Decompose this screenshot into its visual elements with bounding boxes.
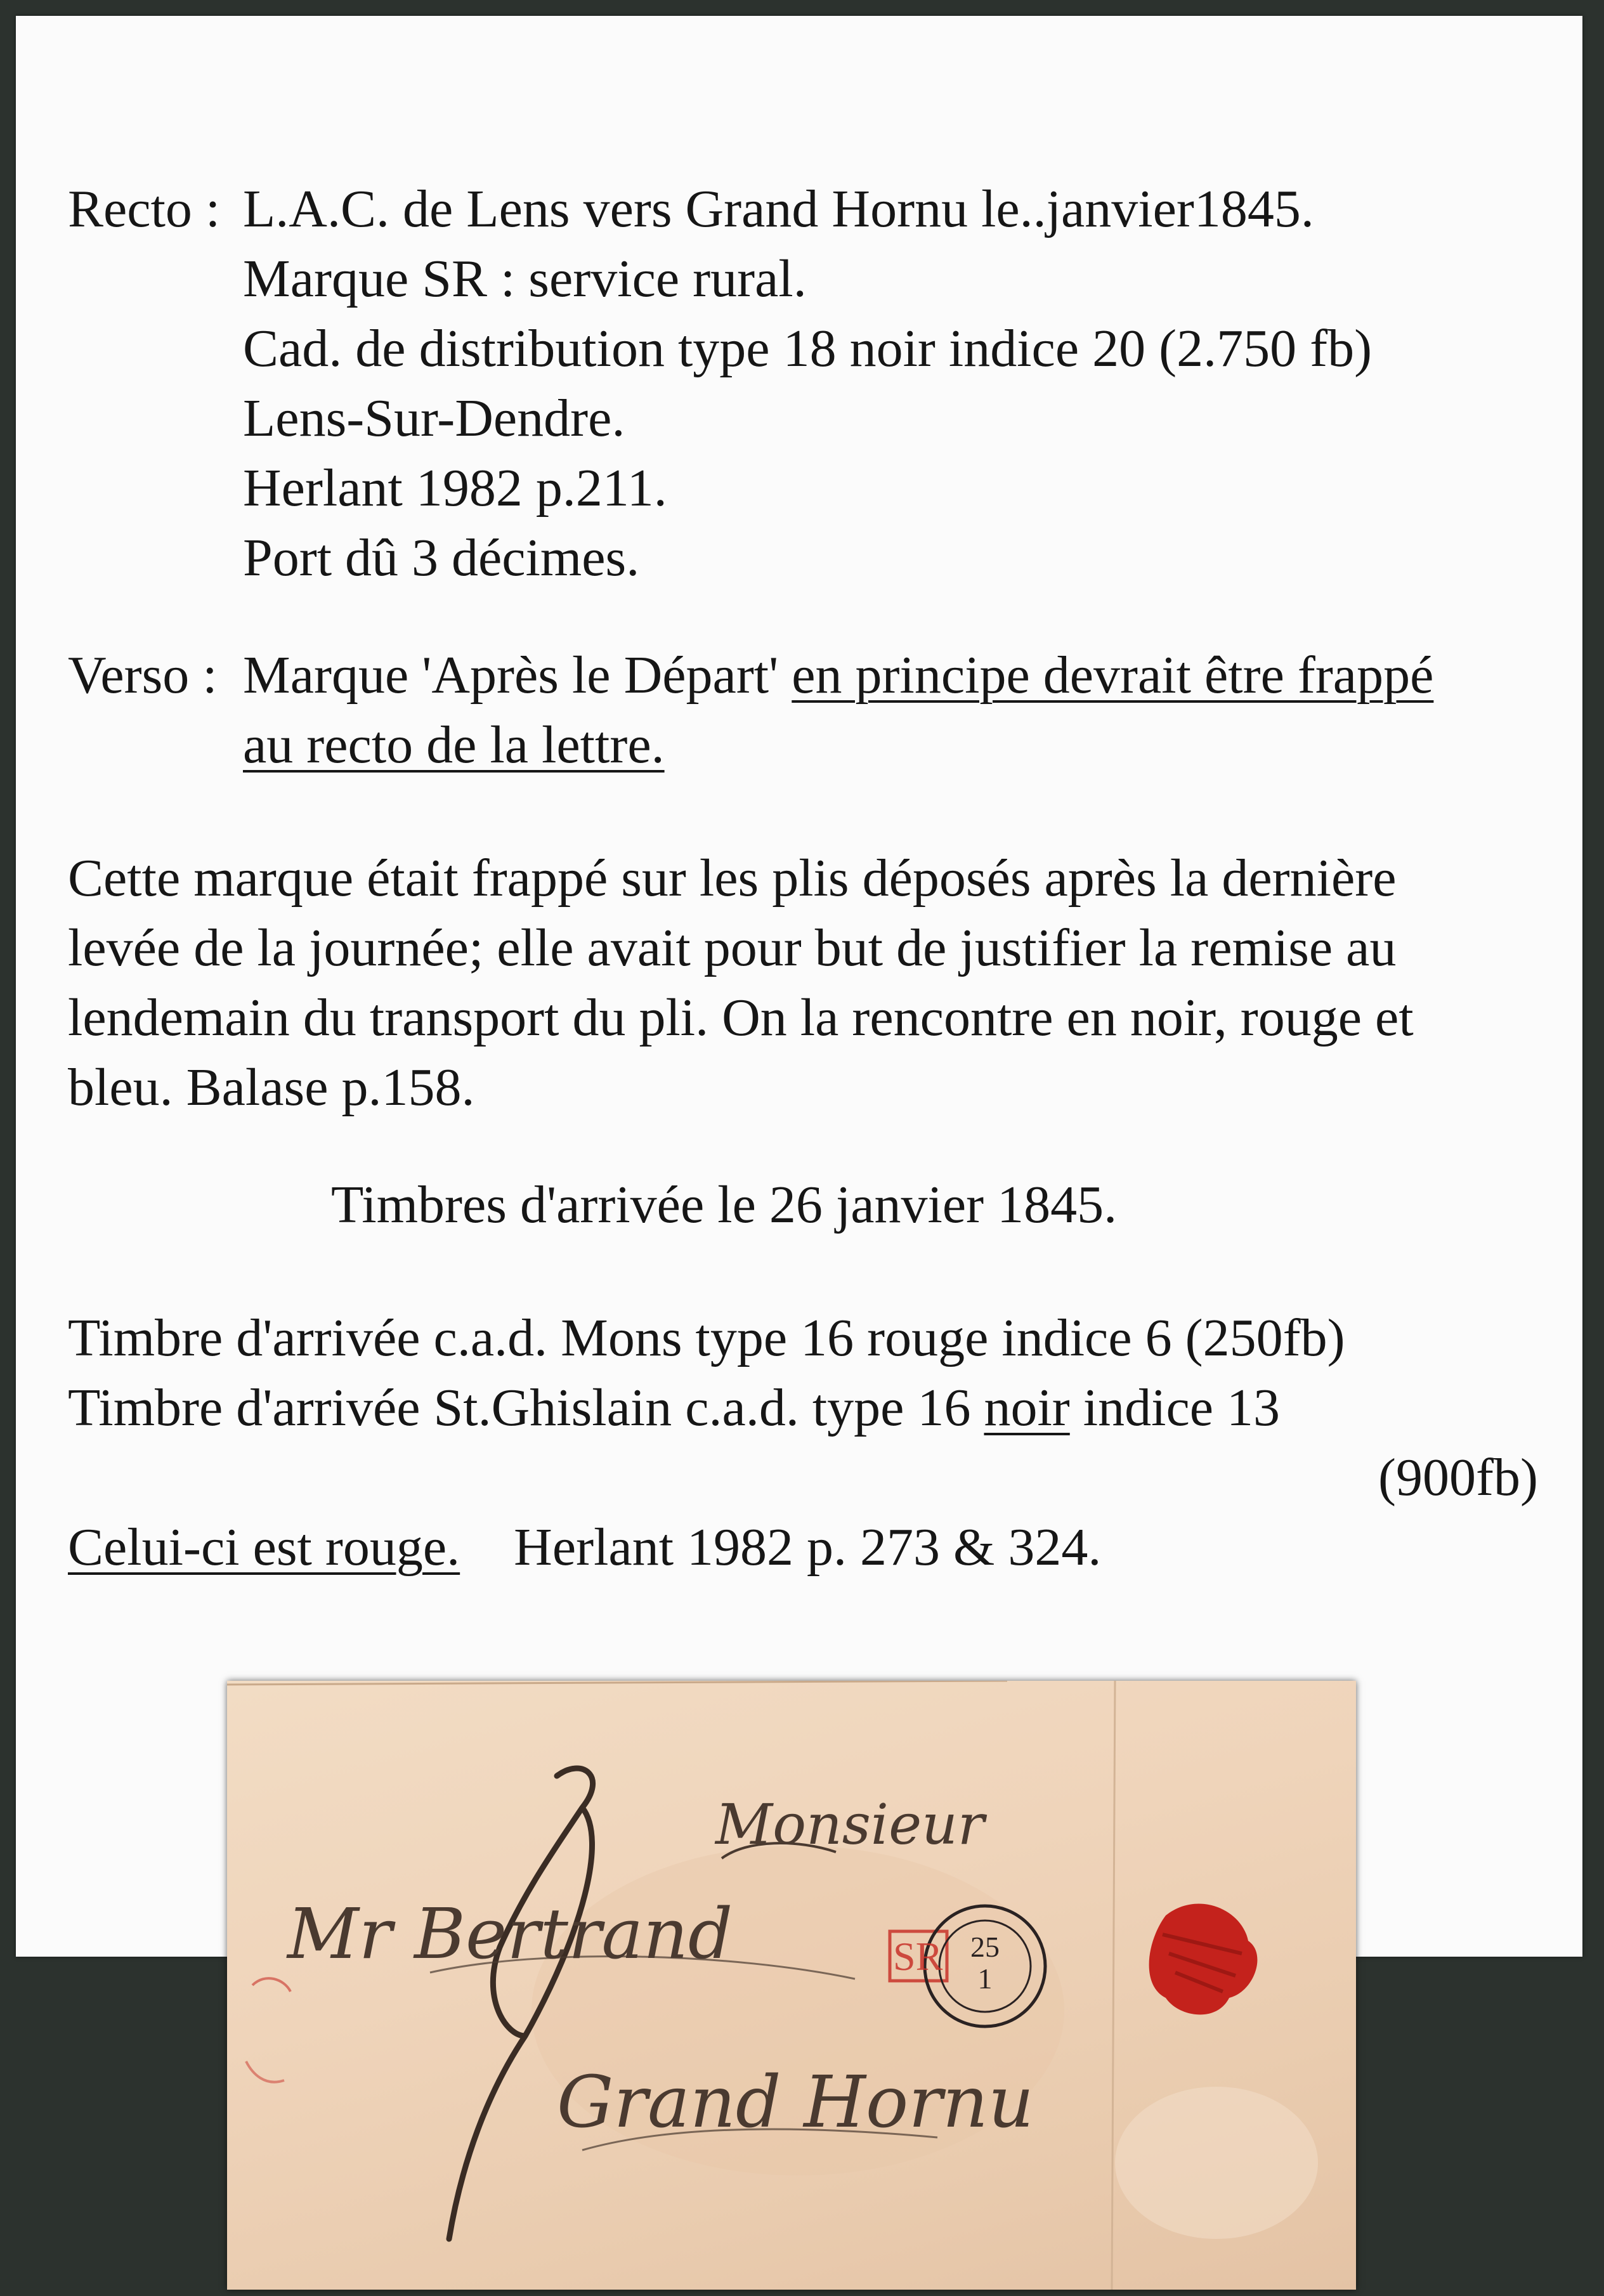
recto-lines <box>243 174 1372 593</box>
description-card <box>16 16 1582 1957</box>
footer-reference: Herlant 1982 p. 273 & 324. <box>514 1518 1102 1577</box>
cancel-day: 25 <box>970 1931 1000 1963</box>
letter-recipient: Mr Bertrand <box>287 1893 733 1974</box>
verso-underlined-text: en principe devrait être frappé <box>792 646 1434 705</box>
arrival-line-1: Timbre d'arrivée c.a.d. Mons type 16 rouge indice 6 (250fb) <box>68 1308 1345 1367</box>
arrival-line-2-end: indice 13 <box>1083 1378 1281 1437</box>
paragraph-line: lendemain du transport du pli. On la rencontre en noir, rouge et <box>68 988 1414 1047</box>
arrival-line-2-start: Timbre d'arrivée St.Ghislain c.a.d. type 16 <box>68 1378 971 1437</box>
letter-drawing <box>227 1681 1356 2290</box>
footer-line <box>68 1513 1101 1582</box>
letter-photo <box>227 1681 1356 2290</box>
paragraph-line: Cette marque était frappé sur les plis déposés après la dernière <box>68 849 1397 908</box>
arrival-heading: Timbres d'arrivée le 26 janvier 1845. <box>331 1175 1118 1234</box>
faint-red-mark <box>252 1978 290 1992</box>
verso-label: Verso : <box>68 646 218 705</box>
letter-destination: Grand Hornu <box>557 2061 1034 2144</box>
verso-line-2: au recto de la lettre. <box>243 715 665 774</box>
recto-line: Lens-Sur-Dendre. <box>243 389 625 448</box>
paper-stain <box>1115 2087 1318 2239</box>
recto-line: Marque SR : service rural. <box>243 249 807 308</box>
arrival-line-2 <box>68 1373 1280 1443</box>
paragraph-line: bleu. Balase p.158. <box>68 1058 475 1117</box>
verso-mark: Marque 'Après le Départ' <box>243 646 779 705</box>
wax-blob <box>1149 1903 1258 2014</box>
recto-line: Cad. de distribution type 18 noir indice 20 (2.750 fb) <box>243 319 1373 378</box>
recto-line: Herlant 1982 p.211. <box>243 459 667 518</box>
arrival-line-3: (900fb) <box>1378 1448 1538 1507</box>
faint-red-mark <box>246 2061 284 2082</box>
wax-seal <box>1149 1903 1258 2014</box>
verso-line-1 <box>243 641 1433 710</box>
recto-line: L.A.C. de Lens vers Grand Hornu le..janvier1845. <box>243 179 1314 238</box>
recto-label: Recto : <box>68 179 221 238</box>
paragraph-line: levée de la journée; elle avait pour but de justifier la remise au <box>68 918 1397 977</box>
sr-stamp-text: SR <box>893 1934 943 1979</box>
fold-line <box>1112 1681 1115 2290</box>
arrival-noir-underlined: noir <box>984 1378 1070 1437</box>
recto-line: Port dû 3 décimes. <box>243 528 640 587</box>
footer-underlined: Celui-ci est rouge. <box>68 1518 460 1577</box>
letter-salutation: Monsieur <box>715 1792 984 1857</box>
date-cancel-text <box>970 1931 1000 1995</box>
fold-line <box>227 1681 1007 1685</box>
explanation-paragraph <box>68 844 1414 1123</box>
cancel-month: 1 <box>977 1962 993 1995</box>
